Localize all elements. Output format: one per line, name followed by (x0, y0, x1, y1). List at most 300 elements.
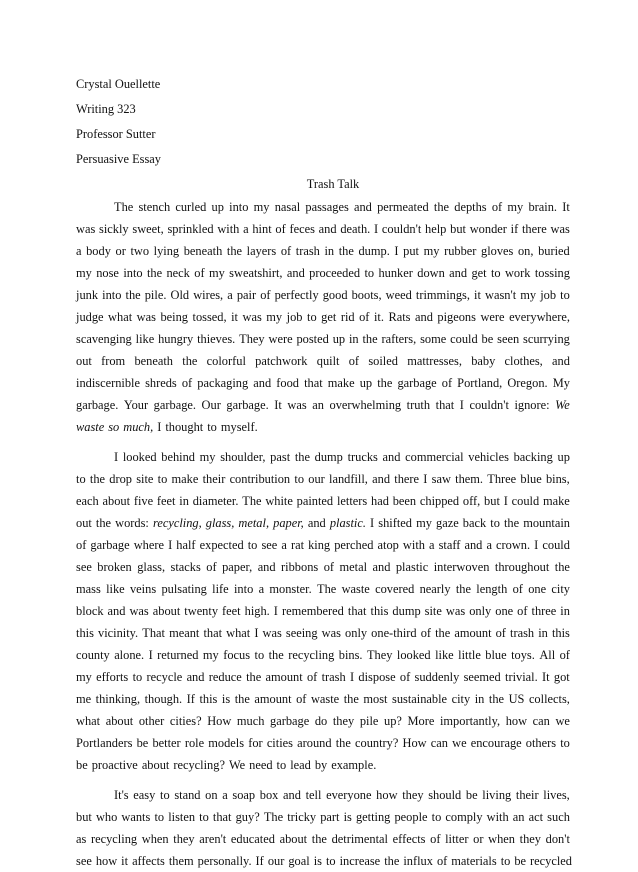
word: pile (359, 714, 379, 728)
word: the (234, 692, 250, 706)
word: a (222, 788, 228, 802)
word: food (276, 376, 299, 390)
word: diameter. (192, 494, 239, 508)
text-line (76, 350, 570, 372)
word: this (76, 626, 94, 640)
word: as (76, 832, 87, 846)
word: looked (122, 450, 157, 464)
word: listen (168, 810, 196, 824)
word: atop (377, 538, 399, 552)
word: meant (169, 626, 200, 640)
word: had (371, 494, 389, 508)
word: mattresses, (407, 354, 462, 368)
word: the (554, 560, 570, 574)
word: mountain (523, 516, 570, 530)
word: other (138, 714, 165, 728)
word: two (130, 244, 150, 258)
word: overwhelming (329, 398, 402, 412)
word: life (212, 582, 229, 596)
word: dump (392, 604, 421, 618)
word: and (253, 376, 272, 390)
word: by (314, 758, 328, 772)
word: I (423, 472, 428, 486)
word: lying (153, 244, 180, 258)
word: paper, (273, 516, 304, 530)
word: the (268, 648, 284, 662)
word: We (228, 758, 246, 772)
word: into (229, 200, 249, 214)
word: with (402, 538, 425, 552)
word: behind (161, 450, 195, 464)
word: to (294, 472, 305, 486)
word: such (547, 810, 570, 824)
word: colorful (206, 354, 246, 368)
word: was (445, 604, 466, 618)
word: rubber (444, 244, 477, 258)
word: We (555, 398, 570, 412)
word: be (514, 854, 527, 868)
word: could (511, 494, 540, 508)
word: layers (246, 244, 277, 258)
word: feet (156, 494, 176, 508)
word: about (152, 604, 181, 618)
word: clothes, (504, 354, 543, 368)
word: off, (462, 494, 481, 508)
word: If (255, 854, 264, 868)
word: thinking, (95, 692, 141, 706)
word: the (89, 472, 106, 486)
word: buried (538, 244, 570, 258)
word: soap (232, 788, 256, 802)
word: lives, (543, 788, 570, 802)
word: be (76, 758, 88, 772)
word: to (76, 472, 86, 486)
word: hunker (378, 266, 413, 280)
word: sweatshirt, (229, 266, 283, 280)
word: and (382, 450, 401, 464)
word: back (462, 516, 487, 530)
word: of (491, 200, 503, 214)
word: They (366, 648, 393, 662)
word: indiscernible (76, 376, 140, 390)
word: the (488, 692, 505, 706)
word: feet (222, 604, 241, 618)
word: to (307, 310, 317, 324)
word: a (76, 244, 82, 258)
word: of (359, 310, 370, 324)
word: our (267, 854, 285, 868)
word: that (347, 604, 367, 618)
word: half (176, 538, 196, 552)
word: everyone (326, 788, 372, 802)
word: passages (305, 200, 349, 214)
word: we (452, 736, 467, 750)
word: bins. (338, 648, 363, 662)
word: them. (455, 472, 484, 486)
word: trash (510, 626, 535, 640)
word: being (160, 310, 188, 324)
word: getting (355, 810, 391, 824)
word: expected (199, 538, 244, 552)
word: site (424, 604, 442, 618)
word: this (551, 626, 570, 640)
word: work (504, 266, 531, 280)
word: there (394, 472, 420, 486)
text-line (76, 534, 570, 556)
word: in (474, 692, 485, 706)
word: to (132, 670, 143, 684)
word: glass, (205, 516, 235, 530)
word: contribution (229, 472, 291, 486)
text-line (76, 850, 570, 872)
word: More (407, 714, 435, 728)
word: increase (339, 854, 381, 868)
word: to (431, 810, 442, 824)
word: to (160, 788, 170, 802)
text-line (76, 446, 570, 468)
word: Your (123, 398, 149, 412)
word: I (168, 538, 173, 552)
text-line (76, 578, 570, 600)
word: put (403, 244, 419, 258)
word: a (429, 538, 435, 552)
word: beneath (134, 354, 173, 368)
word: down (417, 266, 445, 280)
word: collects, (528, 692, 570, 706)
word: of (436, 854, 448, 868)
word: the (362, 332, 378, 346)
word: seemed (463, 670, 501, 684)
word: and (552, 354, 570, 368)
word: people (394, 810, 428, 824)
word: in (538, 626, 548, 640)
word: comply (445, 810, 483, 824)
word: can (532, 714, 550, 728)
word: up (359, 376, 373, 390)
word: was (550, 222, 570, 236)
word: scavenging (76, 332, 132, 346)
word: amount (265, 670, 303, 684)
word: tell (305, 788, 322, 802)
word: a (227, 288, 233, 302)
word: but (484, 494, 500, 508)
word: to (207, 420, 217, 434)
word: amount (454, 626, 492, 640)
word: when (141, 832, 169, 846)
word: I (273, 604, 278, 618)
word: on, (517, 244, 534, 258)
word: lead (290, 758, 311, 772)
word: alone. (114, 648, 145, 662)
word: patchwork (255, 354, 308, 368)
word: shreds (145, 376, 177, 390)
text-line (76, 372, 570, 394)
word: where (133, 538, 164, 552)
word: into (233, 582, 254, 596)
word: recycling? (173, 758, 225, 772)
word: myself. (220, 420, 258, 434)
word: twenty (184, 604, 219, 618)
word: or (115, 244, 126, 258)
word: and (186, 670, 205, 684)
word: could (450, 332, 478, 346)
word: of (348, 354, 360, 368)
word: shoulder, (220, 450, 266, 464)
word: into (102, 288, 122, 302)
word: I (254, 626, 259, 640)
word: so (108, 420, 120, 434)
word: was (136, 310, 156, 324)
word: my (208, 266, 225, 280)
word: nose (96, 266, 119, 280)
word: see (76, 560, 92, 574)
word: blue (520, 472, 542, 486)
word: sprinkled (167, 222, 214, 236)
word: in (560, 604, 570, 618)
word: what (226, 626, 251, 640)
word: see (261, 538, 278, 552)
text-line (76, 512, 570, 534)
word: curled (175, 200, 207, 214)
text-line (76, 754, 570, 776)
word: effects (392, 832, 426, 846)
word: was (287, 398, 307, 412)
word: get (471, 266, 487, 280)
word: seeing (285, 626, 318, 640)
word: Portland, (457, 376, 503, 390)
word: detrimental (331, 832, 389, 846)
word: be (136, 736, 149, 750)
word: bins, (545, 472, 570, 486)
word: make (542, 494, 570, 508)
word: was (129, 604, 149, 618)
word: I (534, 538, 539, 552)
word: of (517, 604, 528, 618)
word: of (181, 376, 193, 390)
word: how (376, 788, 398, 802)
word: tricky (287, 810, 317, 824)
word: and (283, 788, 301, 802)
word: feces (289, 222, 315, 236)
word: recycling (90, 832, 138, 846)
word: much, (123, 420, 154, 434)
text-line (76, 828, 570, 850)
word: dump (314, 450, 343, 464)
essay-title: Trash Talk (306, 177, 360, 191)
word: around (297, 736, 332, 750)
word: wires, (193, 288, 224, 302)
word: to (154, 810, 165, 824)
word: I (503, 494, 508, 508)
word: the (435, 626, 451, 640)
word: don't (545, 832, 570, 846)
text-line (76, 732, 570, 754)
author-name: Crystal Ouellette (76, 77, 161, 91)
word: what (108, 310, 133, 324)
word: their (202, 472, 226, 486)
word: garbage. (226, 398, 269, 412)
word: baby (471, 354, 496, 368)
word: easy (133, 788, 156, 802)
word: weed (385, 288, 412, 302)
word: were (480, 310, 505, 324)
word: up (557, 450, 570, 464)
word: of (275, 222, 286, 236)
word: when (488, 832, 515, 846)
word: help (425, 222, 447, 236)
word: was (242, 310, 262, 324)
word: was (321, 626, 341, 640)
word: if (510, 222, 519, 236)
word: to (560, 288, 570, 302)
word: how (505, 714, 528, 728)
word: there (521, 222, 547, 236)
text-line (76, 240, 570, 262)
word: hint (252, 222, 272, 236)
word: monster. (269, 582, 312, 596)
word: looked (396, 648, 431, 662)
word: in (324, 244, 335, 258)
word: about (105, 714, 134, 728)
word: trash (295, 244, 320, 258)
word: an (312, 398, 324, 412)
word: with (486, 810, 509, 824)
word: high. (244, 604, 270, 618)
word: and (464, 538, 483, 552)
word: brain. (528, 200, 558, 214)
word: sweet, (132, 222, 164, 236)
word: recycled (530, 854, 572, 868)
word: hungry (158, 332, 194, 346)
word: like (135, 332, 155, 346)
word: one (528, 582, 547, 596)
word: their (515, 788, 539, 802)
word: I (370, 516, 375, 530)
word: I (157, 420, 162, 434)
word: my (423, 244, 440, 258)
word: garbage (270, 714, 310, 728)
word: permeated (377, 200, 429, 214)
word: pile. (144, 288, 167, 302)
word: of (399, 670, 411, 684)
word: suddenly (414, 670, 460, 684)
word: country? (355, 736, 399, 750)
word: How (402, 736, 427, 750)
word: some (420, 332, 447, 346)
text-line (76, 622, 570, 644)
word: reduce (208, 670, 242, 684)
word: covered (375, 582, 415, 596)
word: be (465, 788, 478, 802)
word: truth (406, 398, 431, 412)
word: they (519, 832, 541, 846)
word: nasal (274, 200, 301, 214)
word: efforts (96, 670, 129, 684)
word: of (194, 266, 205, 280)
word: a (486, 538, 492, 552)
word: rafters, (381, 332, 417, 346)
word: stand (174, 788, 201, 802)
text-line (76, 468, 570, 490)
word: length (476, 582, 508, 596)
word: landfill, (329, 472, 368, 486)
word: of (296, 692, 307, 706)
word: saw (431, 472, 451, 486)
word: and (372, 560, 391, 574)
word: like (106, 582, 125, 596)
text-line (76, 262, 570, 284)
word: soiled (368, 354, 398, 368)
word: for (248, 736, 263, 750)
word: encourage (470, 736, 522, 750)
word: city (551, 582, 570, 596)
word: drop (109, 472, 132, 486)
word: educated (230, 832, 275, 846)
paragraph-gap (76, 776, 570, 784)
word: I (349, 670, 355, 684)
word: All (539, 648, 556, 662)
assignment-type: Persuasive Essay (76, 152, 161, 166)
word: block (76, 604, 104, 618)
word: of (430, 832, 441, 846)
essay-body (76, 196, 570, 872)
word: to (500, 854, 511, 868)
word: death. (340, 222, 371, 236)
word: like (435, 648, 454, 662)
word: our (308, 472, 325, 486)
word: trash (321, 670, 346, 684)
word: ignore: (514, 398, 550, 412)
word: wasn't (485, 288, 517, 302)
word: amount (254, 692, 292, 706)
word: toys. (511, 648, 535, 662)
word: I (148, 648, 153, 662)
word: goal (288, 854, 310, 868)
word: out (76, 516, 92, 530)
word: focus (223, 648, 251, 662)
word: thought (165, 420, 204, 434)
word: a (258, 582, 265, 596)
word: of (441, 376, 453, 390)
word: garbage. (153, 398, 196, 412)
word: perfectly (274, 288, 319, 302)
word: pair (236, 288, 257, 302)
word: They (239, 332, 265, 346)
word: to (157, 472, 168, 486)
word: that (435, 398, 455, 412)
word: chipped (419, 494, 460, 508)
course-name: Writing 323 (76, 102, 136, 116)
text-line (76, 328, 570, 350)
word: the (294, 450, 310, 464)
word: quilt (316, 354, 340, 368)
word: the (95, 516, 112, 530)
word: veins (129, 582, 157, 596)
word: do (314, 714, 328, 728)
word: of (512, 582, 523, 596)
word: garbage (90, 538, 130, 552)
text-line (76, 306, 570, 328)
word: cities (266, 736, 293, 750)
word: importantly, (439, 714, 501, 728)
word: should (428, 788, 462, 802)
word: neck (166, 266, 190, 280)
word: my (520, 288, 537, 302)
word: but (76, 810, 92, 824)
word: little (458, 648, 481, 662)
text-line (76, 556, 570, 578)
word: and (372, 472, 391, 486)
